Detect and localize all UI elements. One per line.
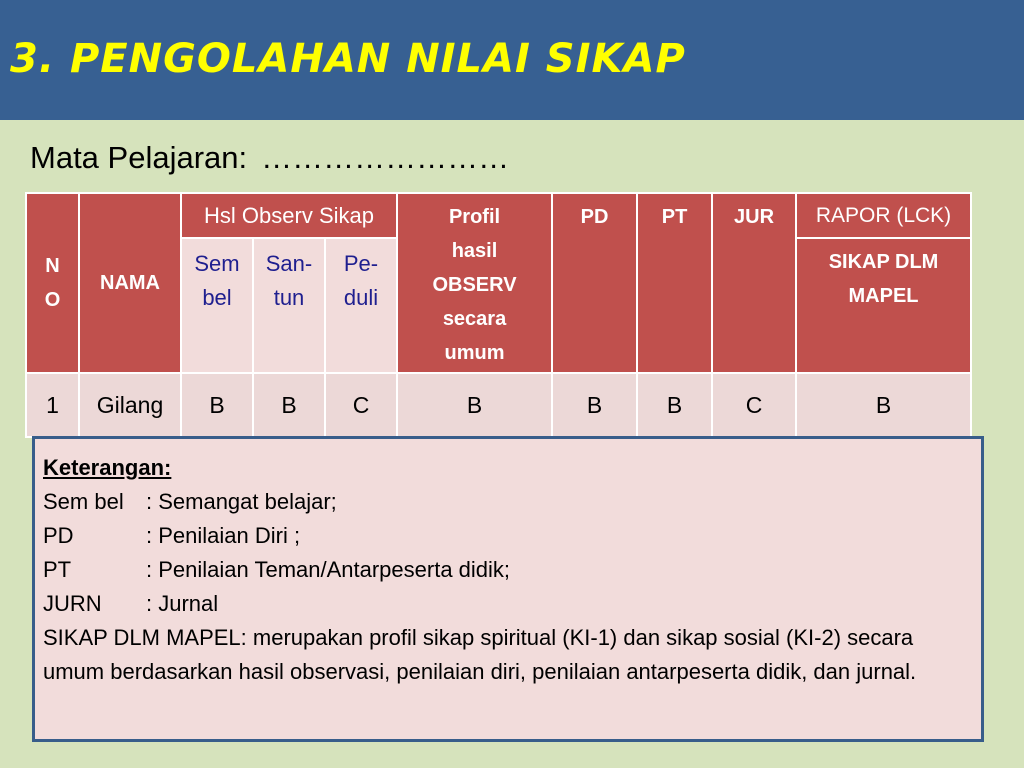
cell-sikap: B — [796, 373, 971, 437]
header-pt: PT — [637, 193, 712, 373]
header-jur: JUR — [712, 193, 796, 373]
legend-heading: Keterangan: — [43, 455, 172, 480]
cell-pd: B — [552, 373, 637, 437]
table-row — [26, 373, 971, 437]
header-sem-bel-line-1: Sem — [194, 251, 240, 276]
cell-no: 1 — [26, 373, 79, 437]
legend-desc: : Jurnal — [146, 591, 219, 616]
legend-item — [43, 587, 973, 621]
header-no — [26, 193, 79, 373]
legend-paragraph: SIKAP DLM MAPEL: merupakan profil sikap spiritual (KI-1) dan sikap sosial (KI-2) secara umum berdasarkan hasil observasi, penilaian diri, penilaian antarpeserta didik, dan jurnal. — [43, 625, 917, 684]
header-sikap-line-1: SIKAP DLM — [828, 251, 939, 273]
header-profil-line-1: Profil — [448, 206, 501, 228]
header-santun-line-2: tun — [273, 285, 305, 310]
header-santun-line-1: San- — [265, 251, 313, 276]
legend-key: PD — [43, 523, 74, 548]
header-profil — [397, 193, 552, 373]
cell-santun: B — [253, 373, 325, 437]
legend-key: JURN — [43, 591, 102, 616]
legend-desc: : Penilaian Teman/Antarpeserta didik; — [146, 557, 511, 582]
header-sikap-line-2: MAPEL — [848, 285, 919, 307]
header-profil-line-3: OBSERV — [432, 274, 517, 296]
header-profil-line-4: secara — [442, 308, 507, 330]
cell-sem-bel: B — [181, 373, 253, 437]
legend-key: PT — [43, 557, 72, 582]
cell-pt: B — [637, 373, 712, 437]
header-profil-line-5: umum — [444, 342, 505, 364]
legend-desc: : Penilaian Diri ; — [146, 523, 301, 548]
header-pd: PD — [552, 193, 637, 373]
attitude-score-table — [25, 192, 972, 438]
header-no-line-1: N — [45, 255, 60, 277]
header-profil-line-2: hasil — [451, 240, 498, 262]
title-bar — [0, 0, 1024, 120]
cell-peduli: C — [325, 373, 397, 437]
legend-box — [32, 436, 984, 742]
header-observ-sikap: Hsl Observ Sikap — [181, 193, 397, 238]
header-nama: NAMA — [79, 193, 181, 373]
legend-item — [43, 519, 973, 553]
header-no-line-2: O — [44, 289, 61, 311]
subject-blank: …………………… — [261, 140, 510, 175]
cell-nama: Gilang — [79, 373, 181, 437]
header-peduli-line-2: duli — [343, 285, 379, 310]
legend-item — [43, 485, 973, 519]
header-sikap-dlm-mapel — [796, 238, 971, 373]
header-rapor: RAPOR (LCK) — [796, 193, 971, 238]
page-title: 3. PENGOLAHAN NILAI SIKAP — [10, 36, 686, 82]
subject-label: Mata Pelajaran: — [30, 140, 248, 175]
header-peduli-line-1: Pe- — [343, 251, 379, 276]
cell-jur: C — [712, 373, 796, 437]
subject-line — [30, 140, 509, 176]
cell-profil: B — [397, 373, 552, 437]
legend-key: Sem bel — [43, 489, 124, 514]
header-sem-bel — [181, 238, 253, 373]
header-santun — [253, 238, 325, 373]
legend-desc: : Semangat belajar; — [146, 489, 337, 514]
legend-item — [43, 553, 973, 587]
header-sem-bel-line-2: bel — [202, 285, 232, 310]
header-peduli — [325, 238, 397, 373]
